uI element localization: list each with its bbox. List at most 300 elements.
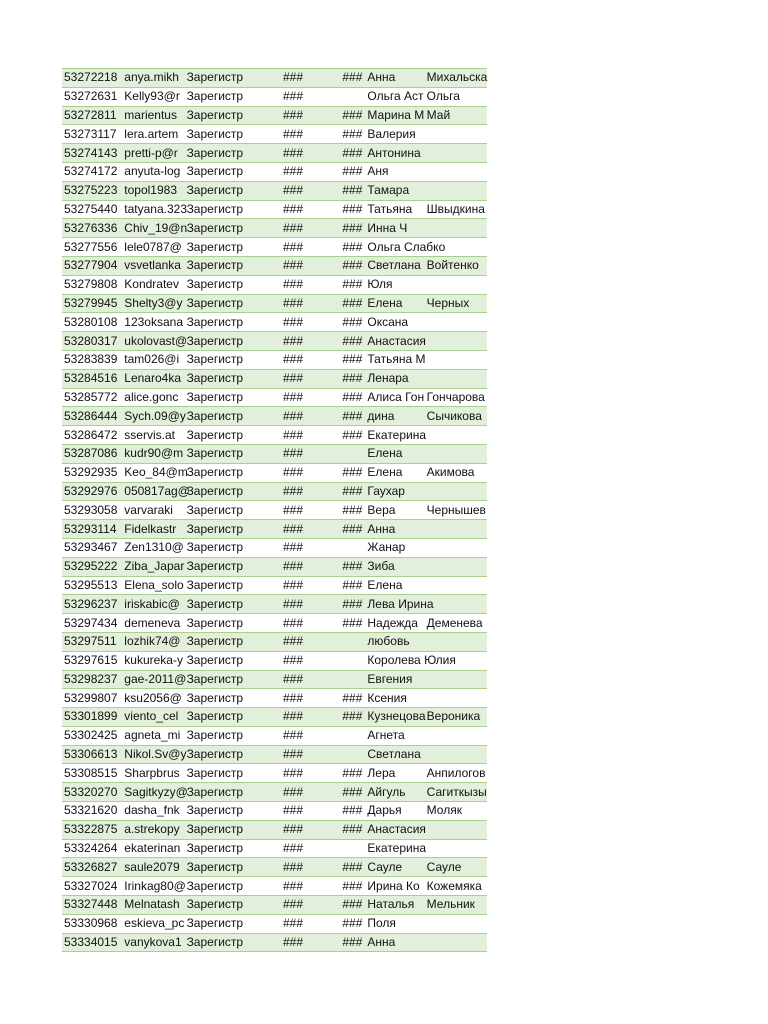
cell-id[interactable]: 53272218 [62,69,122,88]
cell-id[interactable]: 53324264 [62,839,122,858]
cell-last-name[interactable]: Сычикова [425,407,487,426]
cell-last-name[interactable] [425,745,487,764]
cell-last-name[interactable] [425,125,487,144]
cell-date-2[interactable]: ### [335,520,365,539]
cell-status[interactable]: Зарегистр [185,369,279,388]
cell-date-2[interactable]: ### [335,369,365,388]
cell-email[interactable]: ekaterinan [122,839,184,858]
cell-first-name[interactable]: Кузнецова [365,708,424,727]
cell-id[interactable]: 53295222 [62,557,122,576]
cell-first-name[interactable]: Лева Ирина [365,595,424,614]
cell-email[interactable]: a.strekopy [122,820,184,839]
cell-status[interactable]: Зарегистр [185,557,279,576]
cell-id[interactable]: 53327448 [62,896,122,915]
cell-last-name[interactable] [425,275,487,294]
cell-id[interactable]: 53274143 [62,144,122,163]
cell-first-name[interactable]: Наталья [365,896,424,915]
cell-first-name[interactable]: Елена [365,444,424,463]
cell-first-name[interactable]: Елена [365,576,424,595]
cell-status[interactable]: Зарегистр [185,632,279,651]
cell-date-2[interactable]: ### [335,689,365,708]
cell-status[interactable]: Зарегистр [185,87,279,106]
cell-date-1[interactable]: ### [279,576,335,595]
cell-date-2[interactable] [335,538,365,557]
cell-date-1[interactable]: ### [279,783,335,802]
cell-last-name[interactable]: Михальска [425,69,487,88]
cell-date-1[interactable]: ### [279,877,335,896]
cell-date-2[interactable]: ### [335,614,365,633]
cell-email[interactable]: anya.mikh [122,69,184,88]
cell-date-1[interactable]: ### [279,313,335,332]
cell-date-2[interactable]: ### [335,557,365,576]
cell-email[interactable]: anyuta-log [122,162,184,181]
cell-email[interactable]: ukolovast@ [122,332,184,351]
cell-date-2[interactable]: ### [335,463,365,482]
cell-last-name[interactable] [425,369,487,388]
cell-last-name[interactable]: Сауле [425,858,487,877]
cell-date-2[interactable]: ### [335,576,365,595]
cell-status[interactable]: Зарегистр [185,745,279,764]
cell-last-name[interactable]: Ольга [425,87,487,106]
cell-email[interactable]: gae-2011@ [122,670,184,689]
cell-date-1[interactable]: ### [279,350,335,369]
cell-date-2[interactable]: ### [335,69,365,88]
cell-date-1[interactable]: ### [279,501,335,520]
cell-last-name[interactable]: Вероника [425,708,487,727]
cell-date-2[interactable]: ### [335,858,365,877]
cell-date-1[interactable]: ### [279,87,335,106]
cell-id[interactable]: 53308515 [62,764,122,783]
cell-last-name[interactable]: Гончарова [425,388,487,407]
cell-date-1[interactable]: ### [279,219,335,238]
cell-first-name[interactable]: Вера [365,501,424,520]
cell-id[interactable]: 53306613 [62,745,122,764]
cell-last-name[interactable] [425,820,487,839]
cell-status[interactable]: Зарегистр [185,820,279,839]
cell-status[interactable]: Зарегистр [185,783,279,802]
cell-date-1[interactable]: ### [279,407,335,426]
cell-date-1[interactable]: ### [279,764,335,783]
cell-last-name[interactable]: Моляк [425,802,487,821]
cell-id[interactable]: 53287086 [62,444,122,463]
cell-last-name[interactable] [425,350,487,369]
cell-email[interactable]: Lenaro4ka [122,369,184,388]
cell-last-name[interactable] [425,219,487,238]
cell-date-2[interactable]: ### [335,783,365,802]
cell-status[interactable]: Зарегистр [185,726,279,745]
cell-id[interactable]: 53293467 [62,538,122,557]
cell-email[interactable]: Sharpbrus [122,764,184,783]
cell-id[interactable]: 53285772 [62,388,122,407]
cell-date-2[interactable] [335,87,365,106]
cell-last-name[interactable] [425,162,487,181]
cell-email[interactable]: pretti-p@r [122,144,184,163]
cell-first-name[interactable]: Елена [365,463,424,482]
cell-date-1[interactable]: ### [279,820,335,839]
cell-status[interactable]: Зарегистр [185,144,279,163]
cell-email[interactable]: agneta_mi [122,726,184,745]
cell-date-1[interactable]: ### [279,388,335,407]
cell-email[interactable]: Zen1310@ [122,538,184,557]
cell-first-name[interactable]: Гаухар [365,482,424,501]
cell-first-name[interactable]: Светлана [365,745,424,764]
cell-date-1[interactable]: ### [279,745,335,764]
cell-first-name[interactable]: Инна Ч [365,219,424,238]
cell-first-name[interactable]: Екатерина [365,839,424,858]
cell-email[interactable]: kukureka-y [122,651,184,670]
cell-id[interactable]: 53277556 [62,238,122,257]
cell-email[interactable]: Melnatash [122,896,184,915]
cell-date-1[interactable]: ### [279,69,335,88]
cell-id[interactable]: 53330968 [62,914,122,933]
cell-email[interactable]: vanykova1 [122,933,184,952]
cell-date-2[interactable]: ### [335,200,365,219]
cell-first-name[interactable]: Ксения [365,689,424,708]
cell-email[interactable]: Nikol.Sv@y [122,745,184,764]
cell-id[interactable]: 53299807 [62,689,122,708]
cell-id[interactable]: 53272631 [62,87,122,106]
cell-status[interactable]: Зарегистр [185,350,279,369]
cell-email[interactable]: 050817ag@ [122,482,184,501]
cell-last-name[interactable]: Деменева [425,614,487,633]
cell-first-name[interactable]: Айгуль [365,783,424,802]
cell-email[interactable]: ksu2056@ [122,689,184,708]
cell-email[interactable]: saule2079 [122,858,184,877]
cell-first-name[interactable]: Поля [365,914,424,933]
cell-id[interactable]: 53279945 [62,294,122,313]
cell-date-1[interactable]: ### [279,238,335,257]
cell-date-2[interactable]: ### [335,407,365,426]
cell-id[interactable]: 53275223 [62,181,122,200]
cell-id[interactable]: 53301899 [62,708,122,727]
cell-date-1[interactable]: ### [279,557,335,576]
cell-email[interactable]: iriskabic@ [122,595,184,614]
cell-first-name[interactable]: Алиса Гон [365,388,424,407]
cell-status[interactable]: Зарегистр [185,501,279,520]
cell-date-2[interactable]: ### [335,332,365,351]
cell-date-2[interactable]: ### [335,238,365,257]
cell-id[interactable]: 53272811 [62,106,122,125]
cell-last-name[interactable] [425,313,487,332]
cell-date-1[interactable]: ### [279,256,335,275]
cell-email[interactable]: Chiv_19@n [122,219,184,238]
cell-status[interactable]: Зарегистр [185,764,279,783]
cell-first-name[interactable]: Светлана [365,256,424,275]
cell-email[interactable]: 123oksana [122,313,184,332]
cell-date-1[interactable]: ### [279,689,335,708]
cell-date-1[interactable]: ### [279,896,335,915]
cell-status[interactable]: Зарегистр [185,839,279,858]
cell-date-2[interactable]: ### [335,595,365,614]
cell-date-1[interactable]: ### [279,200,335,219]
cell-date-2[interactable]: ### [335,106,365,125]
cell-status[interactable]: Зарегистр [185,313,279,332]
cell-email[interactable]: dasha_fnk [122,802,184,821]
cell-date-2[interactable]: ### [335,933,365,952]
cell-first-name[interactable]: Татьяна [365,200,424,219]
cell-first-name[interactable]: любовь [365,632,424,651]
cell-date-1[interactable]: ### [279,726,335,745]
cell-date-2[interactable] [335,632,365,651]
cell-date-2[interactable]: ### [335,764,365,783]
cell-date-2[interactable]: ### [335,294,365,313]
cell-last-name[interactable] [425,144,487,163]
cell-status[interactable]: Зарегистр [185,482,279,501]
cell-id[interactable]: 53295513 [62,576,122,595]
cell-last-name[interactable] [425,520,487,539]
cell-status[interactable]: Зарегистр [185,914,279,933]
cell-email[interactable]: Elena_solo [122,576,184,595]
cell-date-2[interactable]: ### [335,388,365,407]
cell-status[interactable]: Зарегистр [185,896,279,915]
cell-email[interactable]: tam026@i [122,350,184,369]
cell-id[interactable]: 53279808 [62,275,122,294]
cell-last-name[interactable]: Май [425,106,487,125]
cell-id[interactable]: 53293114 [62,520,122,539]
cell-last-name[interactable] [425,632,487,651]
cell-first-name[interactable]: Дарья [365,802,424,821]
cell-first-name[interactable]: Анна [365,933,424,952]
cell-id[interactable]: 53321620 [62,802,122,821]
cell-email[interactable]: kudr90@m [122,444,184,463]
cell-first-name[interactable]: Агнета [365,726,424,745]
cell-date-2[interactable]: ### [335,708,365,727]
cell-first-name[interactable]: Татьяна М [365,350,424,369]
cell-id[interactable]: 53292935 [62,463,122,482]
cell-last-name[interactable] [425,426,487,445]
cell-date-2[interactable]: ### [335,820,365,839]
cell-first-name[interactable]: Лера [365,764,424,783]
cell-id[interactable]: 53276336 [62,219,122,238]
cell-last-name[interactable] [425,914,487,933]
cell-email[interactable]: lele0787@ [122,238,184,257]
cell-id[interactable]: 53277904 [62,256,122,275]
cell-status[interactable]: Зарегистр [185,877,279,896]
cell-first-name[interactable]: Антонина [365,144,424,163]
cell-status[interactable]: Зарегистр [185,444,279,463]
cell-email[interactable]: Irinkag80@ [122,877,184,896]
cell-last-name[interactable] [425,181,487,200]
cell-first-name[interactable]: Анна [365,520,424,539]
cell-date-2[interactable]: ### [335,181,365,200]
cell-date-2[interactable]: ### [335,125,365,144]
cell-last-name[interactable] [425,933,487,952]
cell-date-2[interactable] [335,726,365,745]
cell-email[interactable]: demeneva [122,614,184,633]
cell-status[interactable]: Зарегистр [185,238,279,257]
cell-id[interactable]: 53275440 [62,200,122,219]
cell-status[interactable]: Зарегистр [185,181,279,200]
cell-email[interactable]: Keo_84@m [122,463,184,482]
cell-last-name[interactable]: Черных [425,294,487,313]
cell-date-1[interactable]: ### [279,858,335,877]
cell-status[interactable]: Зарегистр [185,689,279,708]
cell-status[interactable]: Зарегистр [185,332,279,351]
cell-date-1[interactable]: ### [279,332,335,351]
cell-email[interactable]: vsvetlanka [122,256,184,275]
cell-id[interactable]: 53327024 [62,877,122,896]
cell-date-2[interactable]: ### [335,896,365,915]
cell-email[interactable]: topol1983 [122,181,184,200]
cell-date-1[interactable]: ### [279,275,335,294]
cell-email[interactable]: Sych.09@y [122,407,184,426]
cell-date-2[interactable]: ### [335,802,365,821]
cell-date-1[interactable]: ### [279,181,335,200]
cell-status[interactable]: Зарегистр [185,219,279,238]
cell-date-2[interactable]: ### [335,914,365,933]
cell-email[interactable]: sservis.at [122,426,184,445]
cell-last-name[interactable] [425,444,487,463]
cell-id[interactable]: 53286472 [62,426,122,445]
cell-date-1[interactable]: ### [279,444,335,463]
cell-status[interactable]: Зарегистр [185,933,279,952]
cell-date-2[interactable]: ### [335,219,365,238]
cell-email[interactable]: tatyana.323 [122,200,184,219]
cell-id[interactable]: 53326827 [62,858,122,877]
cell-id[interactable]: 53302425 [62,726,122,745]
cell-status[interactable]: Зарегистр [185,576,279,595]
cell-date-1[interactable]: ### [279,614,335,633]
cell-first-name[interactable]: Надежда [365,614,424,633]
cell-last-name[interactable] [425,576,487,595]
cell-date-1[interactable]: ### [279,106,335,125]
cell-date-2[interactable]: ### [335,313,365,332]
cell-date-1[interactable]: ### [279,595,335,614]
cell-date-2[interactable]: ### [335,426,365,445]
cell-date-2[interactable]: ### [335,482,365,501]
cell-status[interactable]: Зарегистр [185,388,279,407]
cell-id[interactable]: 53296237 [62,595,122,614]
cell-last-name[interactable]: Швыдкина [425,200,487,219]
cell-first-name[interactable]: Сауле [365,858,424,877]
cell-date-1[interactable]: ### [279,933,335,952]
cell-id[interactable]: 53297615 [62,651,122,670]
cell-status[interactable]: Зарегистр [185,595,279,614]
cell-email[interactable]: eskieva_pc [122,914,184,933]
cell-last-name[interactable]: Войтенко [425,256,487,275]
cell-last-name[interactable] [425,557,487,576]
cell-status[interactable]: Зарегистр [185,162,279,181]
cell-status[interactable]: Зарегистр [185,463,279,482]
cell-date-1[interactable]: ### [279,144,335,163]
cell-id[interactable]: 53280108 [62,313,122,332]
cell-id[interactable]: 53322875 [62,820,122,839]
cell-id[interactable]: 53298237 [62,670,122,689]
cell-email[interactable]: Kondratev [122,275,184,294]
cell-date-2[interactable]: ### [335,877,365,896]
cell-email[interactable]: Shelty3@y [122,294,184,313]
cell-date-1[interactable]: ### [279,632,335,651]
cell-email[interactable]: alice.gonc [122,388,184,407]
cell-status[interactable]: Зарегистр [185,275,279,294]
cell-first-name[interactable]: Анна [365,69,424,88]
cell-status[interactable]: Зарегистр [185,200,279,219]
cell-date-2[interactable]: ### [335,144,365,163]
cell-first-name[interactable]: дина [365,407,424,426]
cell-id[interactable]: 53283839 [62,350,122,369]
cell-first-name[interactable]: Екатерина [365,426,424,445]
cell-first-name[interactable]: Валерия [365,125,424,144]
cell-status[interactable]: Зарегистр [185,651,279,670]
cell-first-name[interactable]: Зиба [365,557,424,576]
cell-date-1[interactable]: ### [279,294,335,313]
cell-date-2[interactable]: ### [335,256,365,275]
cell-status[interactable]: Зарегистр [185,106,279,125]
cell-last-name[interactable]: Акимова [425,463,487,482]
cell-last-name[interactable]: Мельник [425,896,487,915]
cell-status[interactable]: Зарегистр [185,520,279,539]
cell-status[interactable]: Зарегистр [185,708,279,727]
cell-date-2[interactable]: ### [335,275,365,294]
cell-date-1[interactable]: ### [279,369,335,388]
cell-date-1[interactable]: ### [279,914,335,933]
cell-last-name[interactable]: Чернышев [425,501,487,520]
cell-last-name[interactable] [425,839,487,858]
cell-id[interactable]: 53292976 [62,482,122,501]
cell-date-1[interactable]: ### [279,426,335,445]
cell-last-name[interactable]: Кожемяка [425,877,487,896]
cell-date-1[interactable]: ### [279,708,335,727]
cell-status[interactable]: Зарегистр [185,407,279,426]
cell-last-name[interactable] [425,482,487,501]
cell-date-2[interactable] [335,745,365,764]
cell-first-name[interactable]: Королева Юлия [365,651,424,670]
cell-date-1[interactable]: ### [279,670,335,689]
cell-email[interactable]: lera.artem [122,125,184,144]
cell-id[interactable]: 53286444 [62,407,122,426]
cell-first-name[interactable]: Тамара [365,181,424,200]
cell-last-name[interactable] [425,726,487,745]
cell-first-name[interactable]: Ирина Ко [365,877,424,896]
cell-id[interactable]: 53334015 [62,933,122,952]
cell-email[interactable]: Fidelkastr [122,520,184,539]
cell-date-2[interactable]: ### [335,501,365,520]
cell-last-name[interactable] [425,595,487,614]
cell-last-name[interactable] [425,670,487,689]
cell-first-name[interactable]: Ленара [365,369,424,388]
cell-first-name[interactable]: Оксана [365,313,424,332]
cell-status[interactable]: Зарегистр [185,538,279,557]
cell-status[interactable]: Зарегистр [185,858,279,877]
cell-status[interactable]: Зарегистр [185,802,279,821]
cell-id[interactable]: 53280317 [62,332,122,351]
cell-first-name[interactable]: Ольга Слабко [365,238,424,257]
cell-status[interactable]: Зарегистр [185,670,279,689]
cell-id[interactable]: 53273117 [62,125,122,144]
cell-first-name[interactable]: Ольга Аст [365,87,424,106]
cell-last-name[interactable] [425,332,487,351]
cell-date-1[interactable]: ### [279,520,335,539]
cell-email[interactable]: varvaraki [122,501,184,520]
cell-email[interactable]: lozhik74@ [122,632,184,651]
cell-first-name[interactable]: Евгения [365,670,424,689]
cell-id[interactable]: 53320270 [62,783,122,802]
cell-id[interactable]: 53284516 [62,369,122,388]
cell-date-1[interactable]: ### [279,125,335,144]
cell-first-name[interactable]: Елена [365,294,424,313]
cell-date-2[interactable] [335,651,365,670]
cell-id[interactable]: 53274172 [62,162,122,181]
cell-email[interactable]: marientus [122,106,184,125]
cell-date-2[interactable]: ### [335,350,365,369]
cell-first-name[interactable]: Юля [365,275,424,294]
cell-first-name[interactable]: Анастасия [365,332,424,351]
cell-last-name[interactable]: Сагиткызы [425,783,487,802]
cell-status[interactable]: Зарегистр [185,426,279,445]
cell-first-name[interactable]: Марина М [365,106,424,125]
cell-email[interactable]: Ziba_Japar [122,557,184,576]
cell-date-1[interactable]: ### [279,482,335,501]
